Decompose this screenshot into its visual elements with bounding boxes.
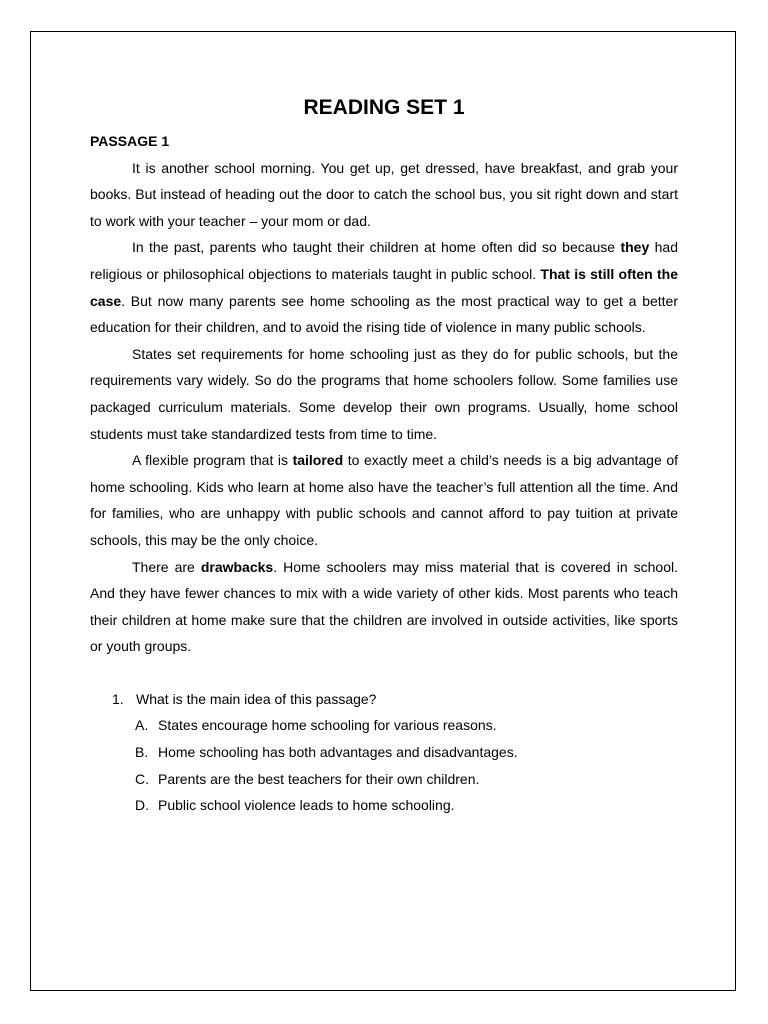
paragraph-text: In the past, parents who taught their children at home often did so because	[132, 239, 621, 256]
document-content	[90, 94, 678, 819]
emphasis-they: they	[620, 239, 650, 256]
choice-letter: B.	[135, 744, 149, 761]
passage-body	[90, 155, 678, 660]
paragraph-text: to exactly meet a child’s needs is a big advantage of home schooling. Kids who learn at home also have the teacher’s full attention all the time. And for families, who are unhappy with public schools and cannot afford to pay tuition at private schools, this may be the only choice.	[90, 452, 678, 548]
answer-choice-d[interactable]	[90, 792, 678, 819]
paragraph-text: States set requirements for home schooling just as they do for public schools, but the requirements vary widely. So do the programs that home schoolers follow. Some families use packaged curriculum materials. Some develop their own programs. Usually, home school students must take standardized tests from time to time.	[90, 345, 678, 442]
answer-choice-a[interactable]	[90, 712, 678, 739]
choice-letter: A.	[135, 717, 149, 734]
passage-label: PASSAGE 1	[90, 133, 170, 149]
answer-choice-c[interactable]	[90, 766, 678, 793]
choice-text: Public school violence leads to home schooling.	[158, 797, 455, 814]
question-1	[90, 686, 678, 819]
paragraph-text: . But now many parents see home schooling as the most practical way to get a better education for their children, and to avoid the rising tide of violence in many public schools.	[90, 292, 678, 336]
paragraph-text: It is another school morning. You get up, get dressed, have breakfast, and grab your books. But instead of heading out the door to catch the school bus, you sit right down and start to work with your teacher – your mom or dad.	[90, 159, 678, 229]
paragraph-4	[90, 447, 678, 553]
choice-text: Home schooling has both advantages and disadvantages.	[158, 744, 518, 761]
question-number: 1.	[112, 690, 124, 707]
question-text: What is the main idea of this passage?	[136, 690, 377, 707]
paragraph-2	[90, 234, 678, 340]
emphasis-still-the-case: That is still often the case	[90, 265, 678, 309]
paragraph-3	[90, 341, 678, 447]
paragraph-1	[90, 155, 678, 235]
paragraph-text: had religious or philosophical objections to materials taught in public school.	[90, 239, 678, 282]
paragraph-text: A flexible program that is	[132, 452, 293, 469]
choice-letter: C.	[135, 770, 149, 787]
choice-text: States encourage home schooling for various reasons.	[158, 717, 497, 734]
answer-choice-b[interactable]	[90, 739, 678, 766]
emphasis-drawbacks: drawbacks	[200, 558, 274, 575]
choice-letter: D.	[135, 797, 149, 814]
question-stem	[90, 686, 678, 713]
paragraph-text: . Home schoolers may miss material that is covered in school. And they have fewer chances to mix with a wide variety of other kids. Most parents who teach their children at home make sure that the children are involved in outside activities, like sports or youth groups.	[90, 558, 678, 655]
choice-text: Parents are the best teachers for their own children.	[158, 770, 480, 787]
paragraph-5	[90, 554, 678, 660]
paragraph-text: There are	[132, 558, 201, 575]
document-title: READING SET 1	[303, 96, 465, 119]
emphasis-tailored: tailored	[292, 452, 344, 469]
